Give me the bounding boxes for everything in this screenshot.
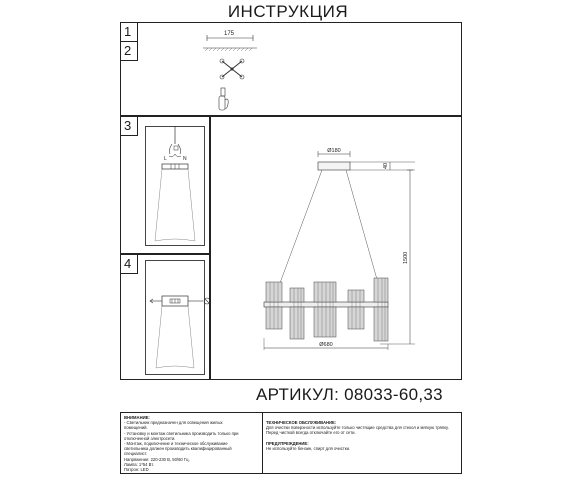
step-number-3: 3 — [124, 118, 132, 133]
warnings-block — [124, 415, 260, 472]
bracket-width-label: 175 — [223, 31, 235, 37]
step-number-1: 1 — [124, 24, 132, 39]
article-number: АРТИКУЛ: 08033-60,33 — [256, 385, 443, 404]
warnings-heading: ВНИМАНИЕ: — [124, 415, 150, 420]
warnings-line: специалист. — [124, 451, 148, 457]
step-divider — [137, 254, 138, 274]
warning-line: Не используйте бензин, спирт для очистки. — [266, 445, 351, 451]
page-title: ИНСТРУКЦИЯ — [227, 2, 349, 21]
wire-label-l: L — [164, 156, 167, 162]
canopy-fixing-drawing — [145, 260, 215, 375]
warnings-line: Лампа: 1*54 Вт. — [124, 461, 154, 467]
service-block — [266, 420, 458, 451]
warnings-line: - Светильник предназначен для освещения жилых — [124, 420, 223, 426]
width-label: Ø680 — [319, 342, 333, 348]
step-1-2-frame — [120, 22, 462, 116]
step-divider — [137, 116, 138, 136]
canopy-height-label: 40 — [383, 162, 389, 169]
wire-label-n: N — [183, 156, 187, 162]
step-divider — [120, 273, 138, 274]
info-divider — [262, 412, 263, 474]
step-divider — [120, 135, 138, 136]
warnings-line: Напряжение: 220-230 В, 50/60 Гц. — [124, 456, 190, 462]
step-divider — [120, 60, 138, 61]
step-number-4: 4 — [124, 256, 132, 271]
drop-height-label: 1500 — [403, 251, 409, 264]
service-line: Перед чисткой всегда отключайте его от сети. — [266, 430, 356, 436]
warnings-line: помещений. — [124, 425, 148, 431]
warnings-line: светильника должен производить квалифицированный — [124, 446, 232, 452]
warnings-line: - Установку и монтаж светильника производить только при — [124, 430, 239, 436]
step-number-2: 2 — [124, 43, 132, 58]
warning-heading: ПРЕДУПРЕЖДЕНИЕ: — [266, 440, 309, 446]
mounting-bracket-drawing — [195, 28, 275, 114]
service-line: Для очистки поверхности используйте только чистящие средства для стекол и мягкую тряпку. — [266, 425, 449, 431]
step-divider — [137, 22, 138, 61]
warnings-line: отключенной электросети. — [124, 435, 176, 441]
warnings-line: - Монтаж, подключение и техническое обслуживание — [124, 441, 228, 447]
step-divider — [120, 41, 138, 42]
chandelier-dimensions-drawing — [210, 116, 462, 380]
wiring-drawing — [145, 126, 205, 246]
service-heading: ТЕХНИЧЕСКОЕ ОБСЛУЖИВАНИЕ: — [266, 420, 337, 425]
warnings-line: Патрон: LED — [124, 467, 149, 473]
canopy-diameter-label: Ø180 — [327, 148, 341, 154]
